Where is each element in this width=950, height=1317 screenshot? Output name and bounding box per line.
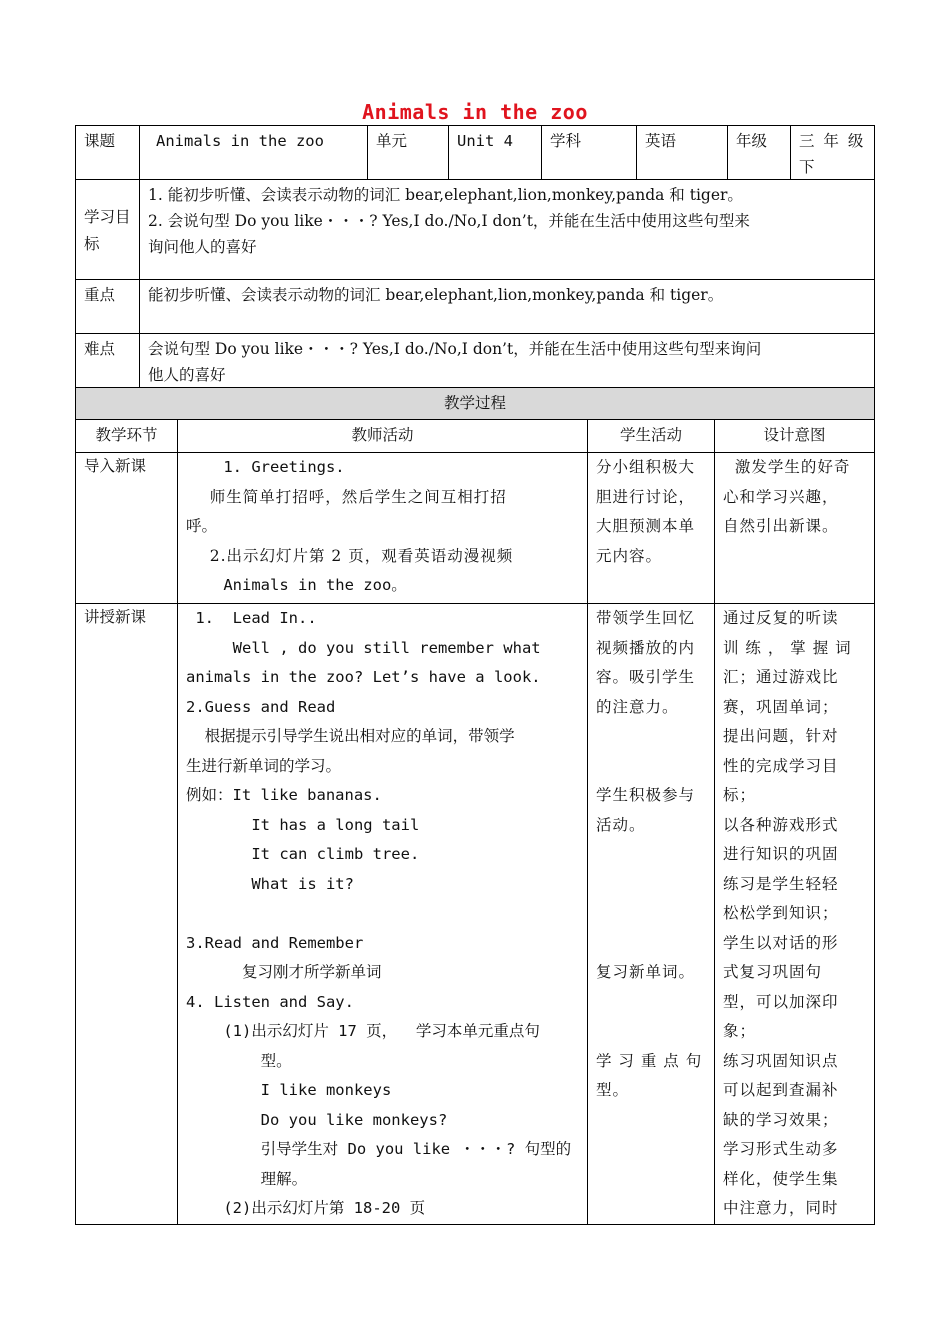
teach-student-line: 学生积极参与 xyxy=(596,786,696,804)
intro-teacher-line: Animals in the zoo。 xyxy=(186,576,407,594)
grade-value-cell: 三 年 级下 xyxy=(790,125,875,180)
goals-content-cell xyxy=(139,179,875,280)
teach-teacher-line: 2.Guess and Read xyxy=(186,697,336,716)
teach-teacher-line: 4. Listen and Say. xyxy=(186,992,354,1011)
goals-label-cell: 学习目标 xyxy=(75,179,140,280)
teach-design-line: 进行知识的巩固 xyxy=(723,845,839,863)
teach-student-line: 带领学生回忆 xyxy=(596,609,696,627)
teach-design-line: 练习巩固知识点 xyxy=(723,1051,839,1070)
teach-design-line: 中注意力，同时 xyxy=(723,1199,839,1217)
teach-design-cell xyxy=(714,603,875,1225)
teach-teacher-line xyxy=(186,899,579,929)
intro-student-line: 大胆预测本单 xyxy=(596,517,696,535)
teach-student-line: 容。吸引学生 xyxy=(596,668,696,686)
teach-teacher-line: (1)出示幻灯片 17 页， 学习本单元重点句 xyxy=(186,1022,540,1040)
teach-teacher-line: 生进行新单词的学习。 xyxy=(186,756,342,775)
teach-design-line: 标； xyxy=(723,786,757,804)
intro-design-line: 自然引出新课。 xyxy=(723,517,839,535)
teach-design-line: 以各种游戏形式 xyxy=(723,815,839,834)
teach-teacher-line: I like monkeys xyxy=(186,1081,392,1099)
teach-teacher-line: 理解。 xyxy=(186,1169,308,1188)
goals-line: 询问他人的喜好 xyxy=(148,238,257,256)
teach-design-line: 学习形式生动多 xyxy=(723,1140,839,1158)
teach-teacher-line: It has a long tail xyxy=(186,815,420,834)
unit-label-cell: 单元 xyxy=(367,125,449,180)
teach-design-line: 训 练 ， 掌 握 词 xyxy=(723,638,852,657)
teach-student-cell xyxy=(587,603,715,1225)
topic-value-cell: Animals in the zoo xyxy=(139,125,368,180)
intro-student-cell xyxy=(587,452,715,604)
teach-student-line: 视频播放的内 xyxy=(596,638,696,657)
teach-design-line: 松松学到知识； xyxy=(723,904,839,922)
teach-teacher-line: 复习刚才所学新单词 xyxy=(186,963,382,981)
teach-design-line: 样化，使学生集 xyxy=(723,1169,839,1188)
intro-student-line: 分小组积极大 xyxy=(596,458,696,476)
teach-design-line: 式复习巩固句 xyxy=(723,963,823,981)
teach-student-line xyxy=(596,722,706,752)
teach-design-line: 性的完成学习目 xyxy=(723,756,839,775)
teach-student-line xyxy=(596,752,706,782)
difficulties-label-cell: 难点 xyxy=(75,333,140,388)
teach-design-line: 象； xyxy=(723,1022,757,1040)
topic-label-cell: 课题 xyxy=(75,125,140,180)
grade-label-cell: 年级 xyxy=(727,125,791,180)
teach-student-line xyxy=(596,870,706,900)
intro-design-line: 心和学习兴趣， xyxy=(723,487,839,506)
teach-teacher-line: 1. Lead In.. xyxy=(186,609,317,627)
teach-teacher-line: Well , do you still remember what xyxy=(186,638,541,657)
teach-student-line xyxy=(596,929,706,959)
teach-design-line: 型，可以加深印 xyxy=(723,992,839,1011)
intro-teacher-line: 1. Greetings. xyxy=(186,458,345,476)
teach-student-line: 的注意力。 xyxy=(596,697,679,716)
intro-teacher-line: 2.出示幻灯片第 2 页，观看英语动漫视频 xyxy=(186,546,514,565)
subject-value-cell: 英语 xyxy=(636,125,728,180)
col-teacher-header: 教师活动 xyxy=(177,419,588,453)
teach-design-line: 提出问题，针对 xyxy=(723,727,839,745)
goals-line: 2. 会说句型 Do you like・・・? Yes,I do./No,I don’t，并能在生活中使用这些句型来 xyxy=(148,212,750,230)
teach-stage-cell: 讲授新课 xyxy=(75,603,178,1225)
intro-student-line: 胆进行讨论， xyxy=(596,487,696,506)
document-title: Animals in the zoo xyxy=(362,100,588,124)
teach-design-line: 通过反复的听读 xyxy=(723,609,839,627)
teach-teacher-line: 3.Read and Remember xyxy=(186,933,364,952)
difficulties-content-cell xyxy=(139,333,875,388)
intro-student-line: 元内容。 xyxy=(596,546,663,565)
teach-teacher-line: It can climb tree. xyxy=(186,845,420,863)
key-points-label-cell: 重点 xyxy=(75,279,140,334)
teach-design-line: 可以起到查漏补 xyxy=(723,1081,839,1099)
intro-teacher-cell xyxy=(177,452,588,604)
unit-value-cell: Unit 4 xyxy=(448,125,542,180)
teach-teacher-cell xyxy=(177,603,588,1225)
col-student-header: 学生活动 xyxy=(587,419,715,453)
col-stage-header: 教学环节 xyxy=(75,419,178,453)
difficulties-line: 他人的喜好 xyxy=(148,366,226,384)
teach-design-line: 汇；通过游戏比 xyxy=(723,668,839,686)
teach-design-line: 学生以对话的形 xyxy=(723,933,839,952)
key-points-text: 能初步听懂、会读表示动物的词汇 bear,elephant,lion,monkey,panda 和 tiger。 xyxy=(148,286,724,304)
teach-teacher-line: 型。 xyxy=(186,1051,292,1070)
teach-teacher-line: 根据提示引导学生说出相对应的单词，带领学 xyxy=(186,727,515,745)
col-design-header: 设计意图 xyxy=(714,419,875,453)
teach-student-line: 复习新单词。 xyxy=(596,963,696,981)
key-points-content-cell xyxy=(139,279,875,334)
teach-teacher-line: 引导学生对 Do you like ・・・? 句型的 xyxy=(186,1140,572,1158)
teach-student-line xyxy=(596,1017,706,1047)
teach-student-line xyxy=(596,840,706,870)
teach-teacher-line: Do you like monkeys? xyxy=(186,1110,448,1129)
teach-teacher-line: animals in the zoo? Let’s have a look. xyxy=(186,668,541,686)
intro-teacher-line: 呼。 xyxy=(186,517,218,535)
teach-design-line: 赛，巩固单词； xyxy=(723,697,839,716)
teach-student-line xyxy=(596,988,706,1018)
teach-design-line: 缺的学习效果； xyxy=(723,1110,839,1129)
subject-label-cell: 学科 xyxy=(541,125,637,180)
intro-design-cell xyxy=(714,452,875,604)
teach-student-line: 活动。 xyxy=(596,815,646,834)
teach-design-line: 练习是学生轻轻 xyxy=(723,874,839,893)
intro-design-line: 激发学生的好奇 xyxy=(723,458,851,476)
goals-line: 1. 能初步听懂、会读表示动物的词汇 bear,elephant,lion,monkey,panda 和 tiger。 xyxy=(148,186,743,204)
teach-teacher-line: What is it? xyxy=(186,874,354,893)
process-header-cell: 教学过程 xyxy=(75,387,875,420)
teach-teacher-line: 例如：It like bananas. xyxy=(186,786,382,804)
teach-student-line: 型。 xyxy=(596,1081,630,1099)
teach-student-line: 学 习 重 点 句 xyxy=(596,1051,703,1070)
teach-teacher-line: (2)出示幻灯片第 18-20 页 xyxy=(186,1199,426,1217)
intro-stage-cell: 导入新课 xyxy=(75,452,178,604)
difficulties-line: 会说句型 Do you like・・・? Yes,I do./No,I don’t，并能在生活中使用这些句型来询问 xyxy=(148,340,762,358)
intro-teacher-line: 师生简单打招呼，然后学生之间互相打招 xyxy=(186,487,507,506)
teach-student-line xyxy=(596,899,706,929)
